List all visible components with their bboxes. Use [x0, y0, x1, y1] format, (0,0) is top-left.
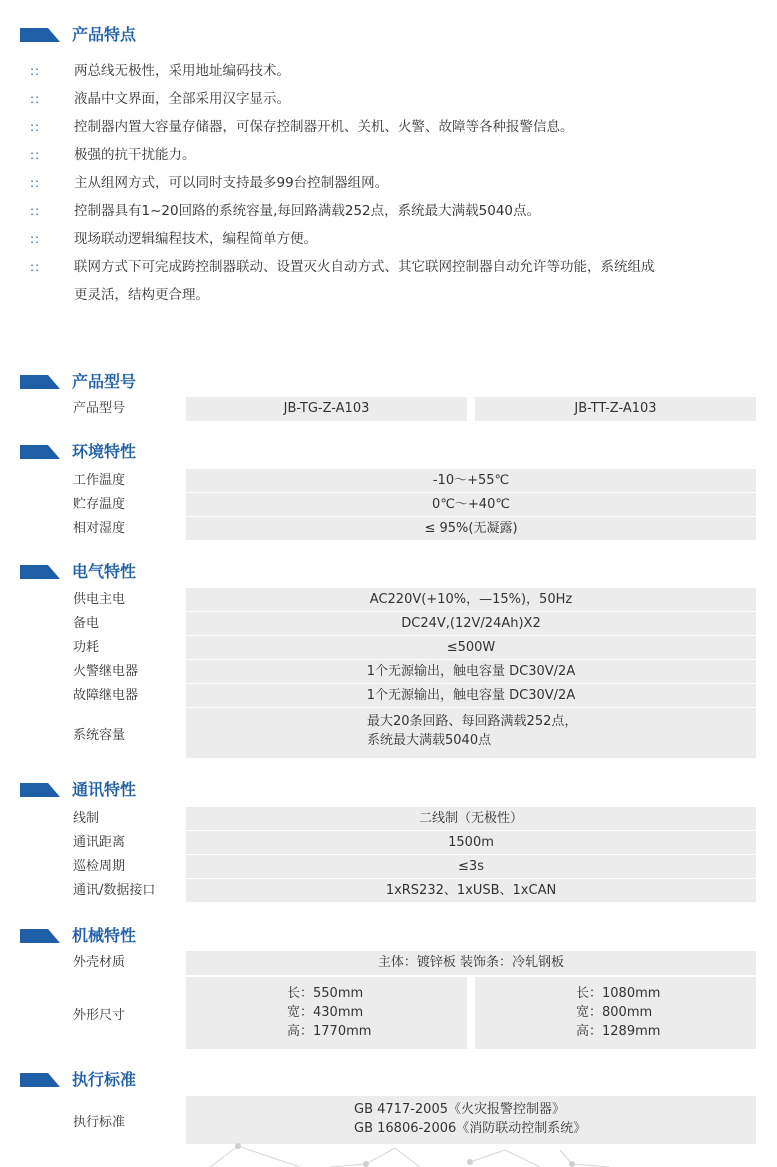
spec-value: DC24V,(12V/24Ah)X2	[186, 612, 756, 635]
spec-row	[0, 588, 777, 612]
spec-value: -10～+55℃	[186, 469, 756, 492]
dimension-line: 宽：800mm	[576, 1005, 653, 1020]
spec-label: 外形尺寸	[73, 1008, 126, 1023]
capacity-line: 最大20条回路、每回路满载252点，	[367, 714, 578, 729]
section-flag-icon	[20, 445, 60, 459]
bullet-icon: ::	[30, 120, 41, 134]
spec-row	[0, 684, 777, 708]
section-title: 产品型号	[72, 372, 137, 391]
spec-row	[0, 612, 777, 636]
dimension-line: 长：1080mm	[576, 986, 661, 1001]
section-title: 执行标准	[72, 1070, 137, 1089]
spec-value: 0℃～+40℃	[186, 493, 756, 516]
spec-row	[0, 951, 777, 975]
spec-value: JB-TT-Z-A103	[475, 397, 756, 421]
spec-value: ≤500W	[186, 636, 756, 659]
spec-label: 产品型号	[73, 401, 126, 416]
spec-value: ≤ 95%(无凝露)	[186, 517, 756, 540]
section-title: 环境特性	[72, 442, 137, 461]
section-flag-icon	[20, 929, 60, 943]
spec-label: 外壳材质	[73, 955, 126, 970]
bullet-icon: ::	[30, 260, 41, 274]
section-flag-icon	[20, 565, 60, 579]
spec-row-dimensions	[0, 977, 777, 1049]
section-flag-icon	[20, 783, 60, 797]
spec-value: ≤3s	[186, 855, 756, 878]
spec-label: 巡检周期	[73, 859, 126, 874]
spec-row	[0, 831, 777, 855]
section-title: 产品特点	[72, 25, 137, 44]
spec-label: 供电主电	[73, 592, 126, 607]
bullet-icon: ::	[30, 232, 41, 246]
spec-label: 线制	[73, 811, 100, 826]
spec-row	[0, 660, 777, 684]
spec-label: 系统容量	[73, 728, 126, 743]
section-flag-icon	[20, 28, 60, 42]
spec-value: 1500m	[186, 831, 756, 854]
spec-row	[0, 879, 777, 903]
bullet-icon: ::	[30, 176, 41, 190]
dimension-line: 高：1770mm	[287, 1024, 372, 1039]
spec-value: 1xRS232、1xUSB、1xCAN	[186, 879, 756, 902]
dimension-block	[186, 977, 467, 1049]
section-title: 机械特性	[72, 926, 137, 945]
dimension-line: 长：550mm	[287, 986, 364, 1001]
spec-row	[0, 517, 777, 541]
section-title: 电气特性	[72, 562, 137, 581]
spec-row-capacity	[0, 708, 777, 758]
spec-row	[0, 855, 777, 879]
spec-row	[0, 469, 777, 493]
spec-value: 1个无源输出，触电容量 DC30V/2A	[186, 660, 756, 683]
standard-line: GB 16806-2006《消防联动控制系统》	[354, 1121, 587, 1136]
section-flag-icon	[20, 375, 60, 389]
spec-row	[0, 807, 777, 831]
spec-label: 火警继电器	[73, 664, 139, 679]
spec-value: 主体：镀锌板 装饰条：冷轧钢板	[186, 951, 756, 975]
bullet-icon: ::	[30, 204, 41, 218]
spec-label: 备电	[73, 616, 100, 631]
spec-label: 功耗	[73, 640, 100, 655]
spec-label: 相对湿度	[73, 521, 126, 536]
spec-value	[186, 708, 756, 758]
spec-row-standard	[0, 1096, 777, 1144]
spec-row	[0, 397, 777, 421]
spec-label: 故障继电器	[73, 688, 139, 703]
bullet-icon: ::	[30, 64, 41, 78]
spec-value: JB-TG-Z-A103	[186, 397, 467, 421]
dimension-line: 宽：430mm	[287, 1005, 364, 1020]
spec-value: 二线制（无极性）	[186, 807, 756, 830]
spec-label: 工作温度	[73, 473, 126, 488]
spec-row	[0, 636, 777, 660]
dimension-block	[475, 977, 756, 1049]
spec-label: 贮存温度	[73, 497, 126, 512]
network-decoration-icon	[0, 1140, 777, 1167]
spec-label: 通讯距离	[73, 835, 126, 850]
section-title: 通讯特性	[72, 780, 137, 799]
standard-line: GB 4717-2005《火灾报警控制器》	[354, 1102, 565, 1117]
spec-row	[0, 493, 777, 517]
spec-value: 1个无源输出，触电容量 DC30V/2A	[186, 684, 756, 707]
spec-label: 通讯/数据接口	[73, 883, 156, 898]
spec-value	[186, 1096, 756, 1144]
spec-value: AC220V(+10%，—15%)，50Hz	[186, 588, 756, 611]
section-flag-icon	[20, 1073, 60, 1087]
capacity-line: 系统最大满载5040点	[367, 733, 492, 748]
spec-label: 执行标准	[73, 1115, 126, 1130]
bullet-icon: ::	[30, 92, 41, 106]
bullet-icon: ::	[30, 148, 41, 162]
dimension-line: 高：1289mm	[576, 1024, 661, 1039]
